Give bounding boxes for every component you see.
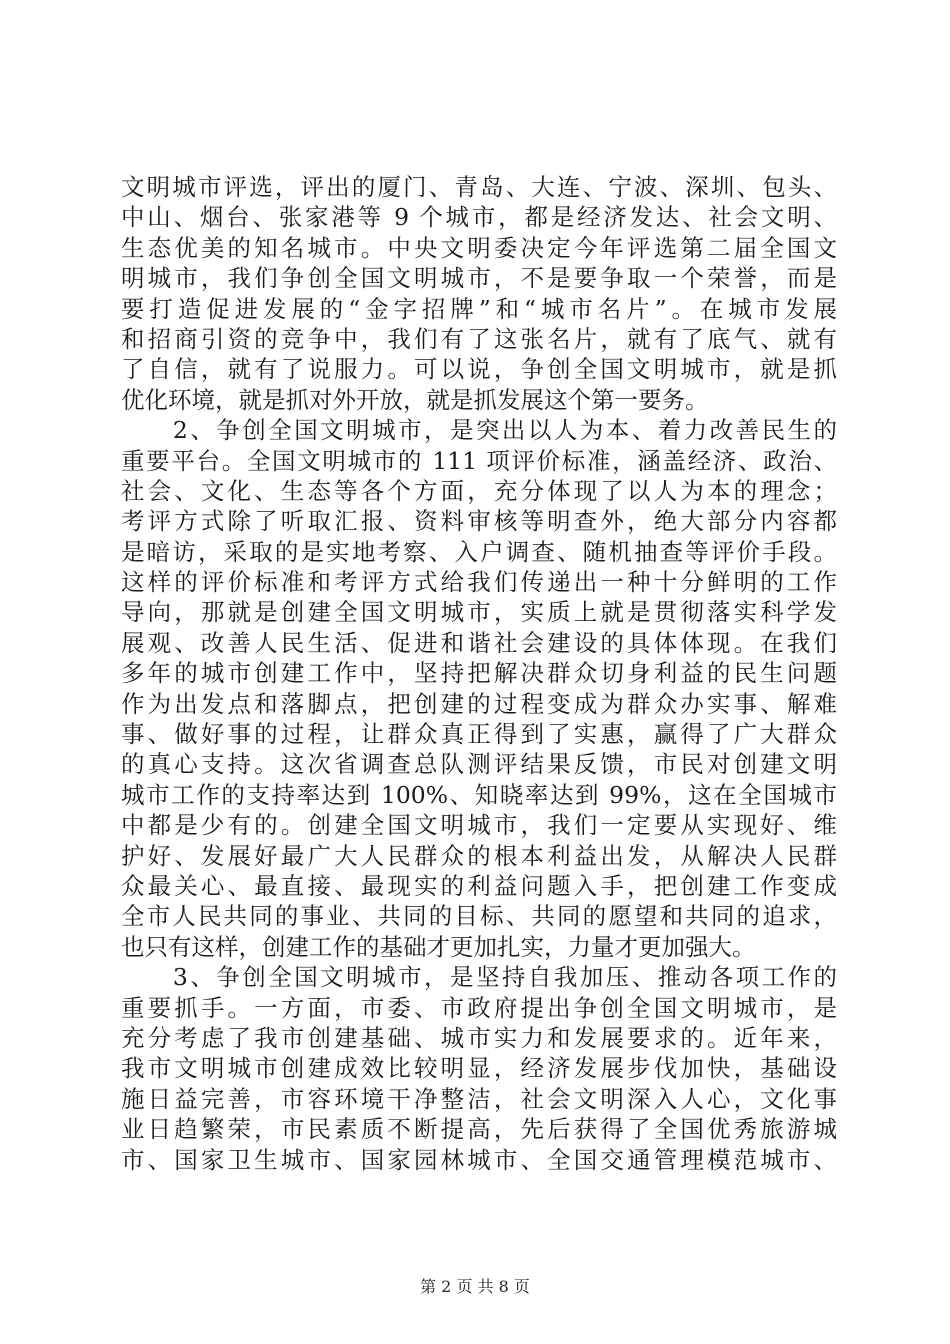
text-line: 作为出发点和落脚点，把创建的过程变成为群众办实事、解难 bbox=[121, 689, 837, 718]
text-line: 多年的城市创建工作中，坚持把解决群众切身利益的民生问题 bbox=[121, 659, 837, 688]
text-line: 了自信，就有了说服力。可以说，争创全国文明城市，就是抓 bbox=[121, 355, 837, 384]
text-line: 众最关心、最直接、最现实的利益问题入手，把创建工作变成 bbox=[121, 871, 837, 900]
text-line: 要打造促进发展的“金字招牌”和“城市名片”。在城市发展 bbox=[121, 294, 837, 323]
text-line: 2、争创全国文明城市，是突出以人为本、着力改善民生的 bbox=[121, 416, 837, 445]
text-line: 社会、文化、生态等各个方面，充分体现了以人为本的理念； bbox=[121, 476, 837, 505]
text-line: 中都是少有的。创建全国文明城市，我们一定要从实现好、维 bbox=[121, 811, 837, 840]
text-line: 3、争创全国文明城市，是坚持自我加压、推动各项工作的 bbox=[121, 963, 837, 992]
text-line: 城市工作的支持率达到 100%、知晓率达到 99%，这在全国城市 bbox=[121, 780, 837, 809]
text-line: 考评方式除了听取汇报、资料审核等明查外，绝大部分内容都 bbox=[121, 507, 837, 536]
text-line: 优化环境，就是抓对外开放，就是抓发展这个第一要务。 bbox=[121, 385, 709, 414]
text-line: 业日趋繁荣，市民素质不断提高，先后获得了全国优秀旅游城 bbox=[121, 1115, 837, 1144]
text-line: 市、国家卫生城市、国家园林城市、全国交通管理模范城市、 bbox=[121, 1145, 837, 1174]
text-line: 重要抓手。一方面，市委、市政府提出争创全国文明城市，是 bbox=[121, 993, 837, 1022]
text-line: 生态优美的知名城市。中央文明委决定今年评选第二届全国文 bbox=[121, 233, 837, 262]
text-line: 事、做好事的过程，让群众真正得到了实惠，赢得了广大群众 bbox=[121, 720, 837, 749]
page-footer: 第 2 页 共 8 页 bbox=[420, 1277, 530, 1296]
text-line: 导向，那就是创建全国文明城市，实质上就是贯彻落实科学发 bbox=[121, 598, 837, 627]
text-line: 文明城市评选，评出的厦门、青岛、大连、宁波、深圳、包头、 bbox=[121, 173, 837, 201]
text-line: 的真心支持。这次省调查总队测评结果反馈，市民对创建文明 bbox=[121, 750, 837, 779]
text-line: 施日益完善，市容环境干净整洁，社会文明深入人心，文化事 bbox=[121, 1084, 837, 1113]
text-line: 全市人民共同的事业、共同的目标、共同的愿望和共同的追求， bbox=[121, 902, 837, 931]
text-line: 这样的评价标准和考评方式给我们传递出一种十分鲜明的工作 bbox=[121, 568, 837, 597]
text-line: 中山、烟台、张家港等 9 个城市，都是经济发达、社会文明、 bbox=[121, 203, 837, 232]
text-line: 我市文明城市创建成效比较明显，经济发展步伐加快，基础设 bbox=[121, 1054, 837, 1083]
text-line: 和招商引资的竞争中，我们有了这张名片，就有了底气、就有 bbox=[121, 324, 837, 353]
text-line: 护好、发展好最广大人民群众的根本利益出发，从解决人民群 bbox=[121, 841, 837, 870]
text-line: 重要平台。全国文明城市的 111 项评价标准，涵盖经济、政治、 bbox=[121, 446, 837, 475]
text-line: 是暗访，采取的是实地考察、入户调查、随机抽查等评价手段。 bbox=[121, 537, 837, 566]
text-line: 明城市，我们争创全国文明城市，不是要争取一个荣誉，而是 bbox=[121, 264, 837, 293]
body-text bbox=[121, 172, 837, 1175]
text-line: 充分考虑了我市创建基础、城市实力和发展要求的。近年来， bbox=[121, 1023, 837, 1052]
text-line: 展观、改善人民生活、促进和谐社会建设的具体体现。在我们 bbox=[121, 628, 837, 657]
text-line: 也只有这样，创建工作的基础才更加扎实，力量才更加强大。 bbox=[121, 932, 756, 961]
